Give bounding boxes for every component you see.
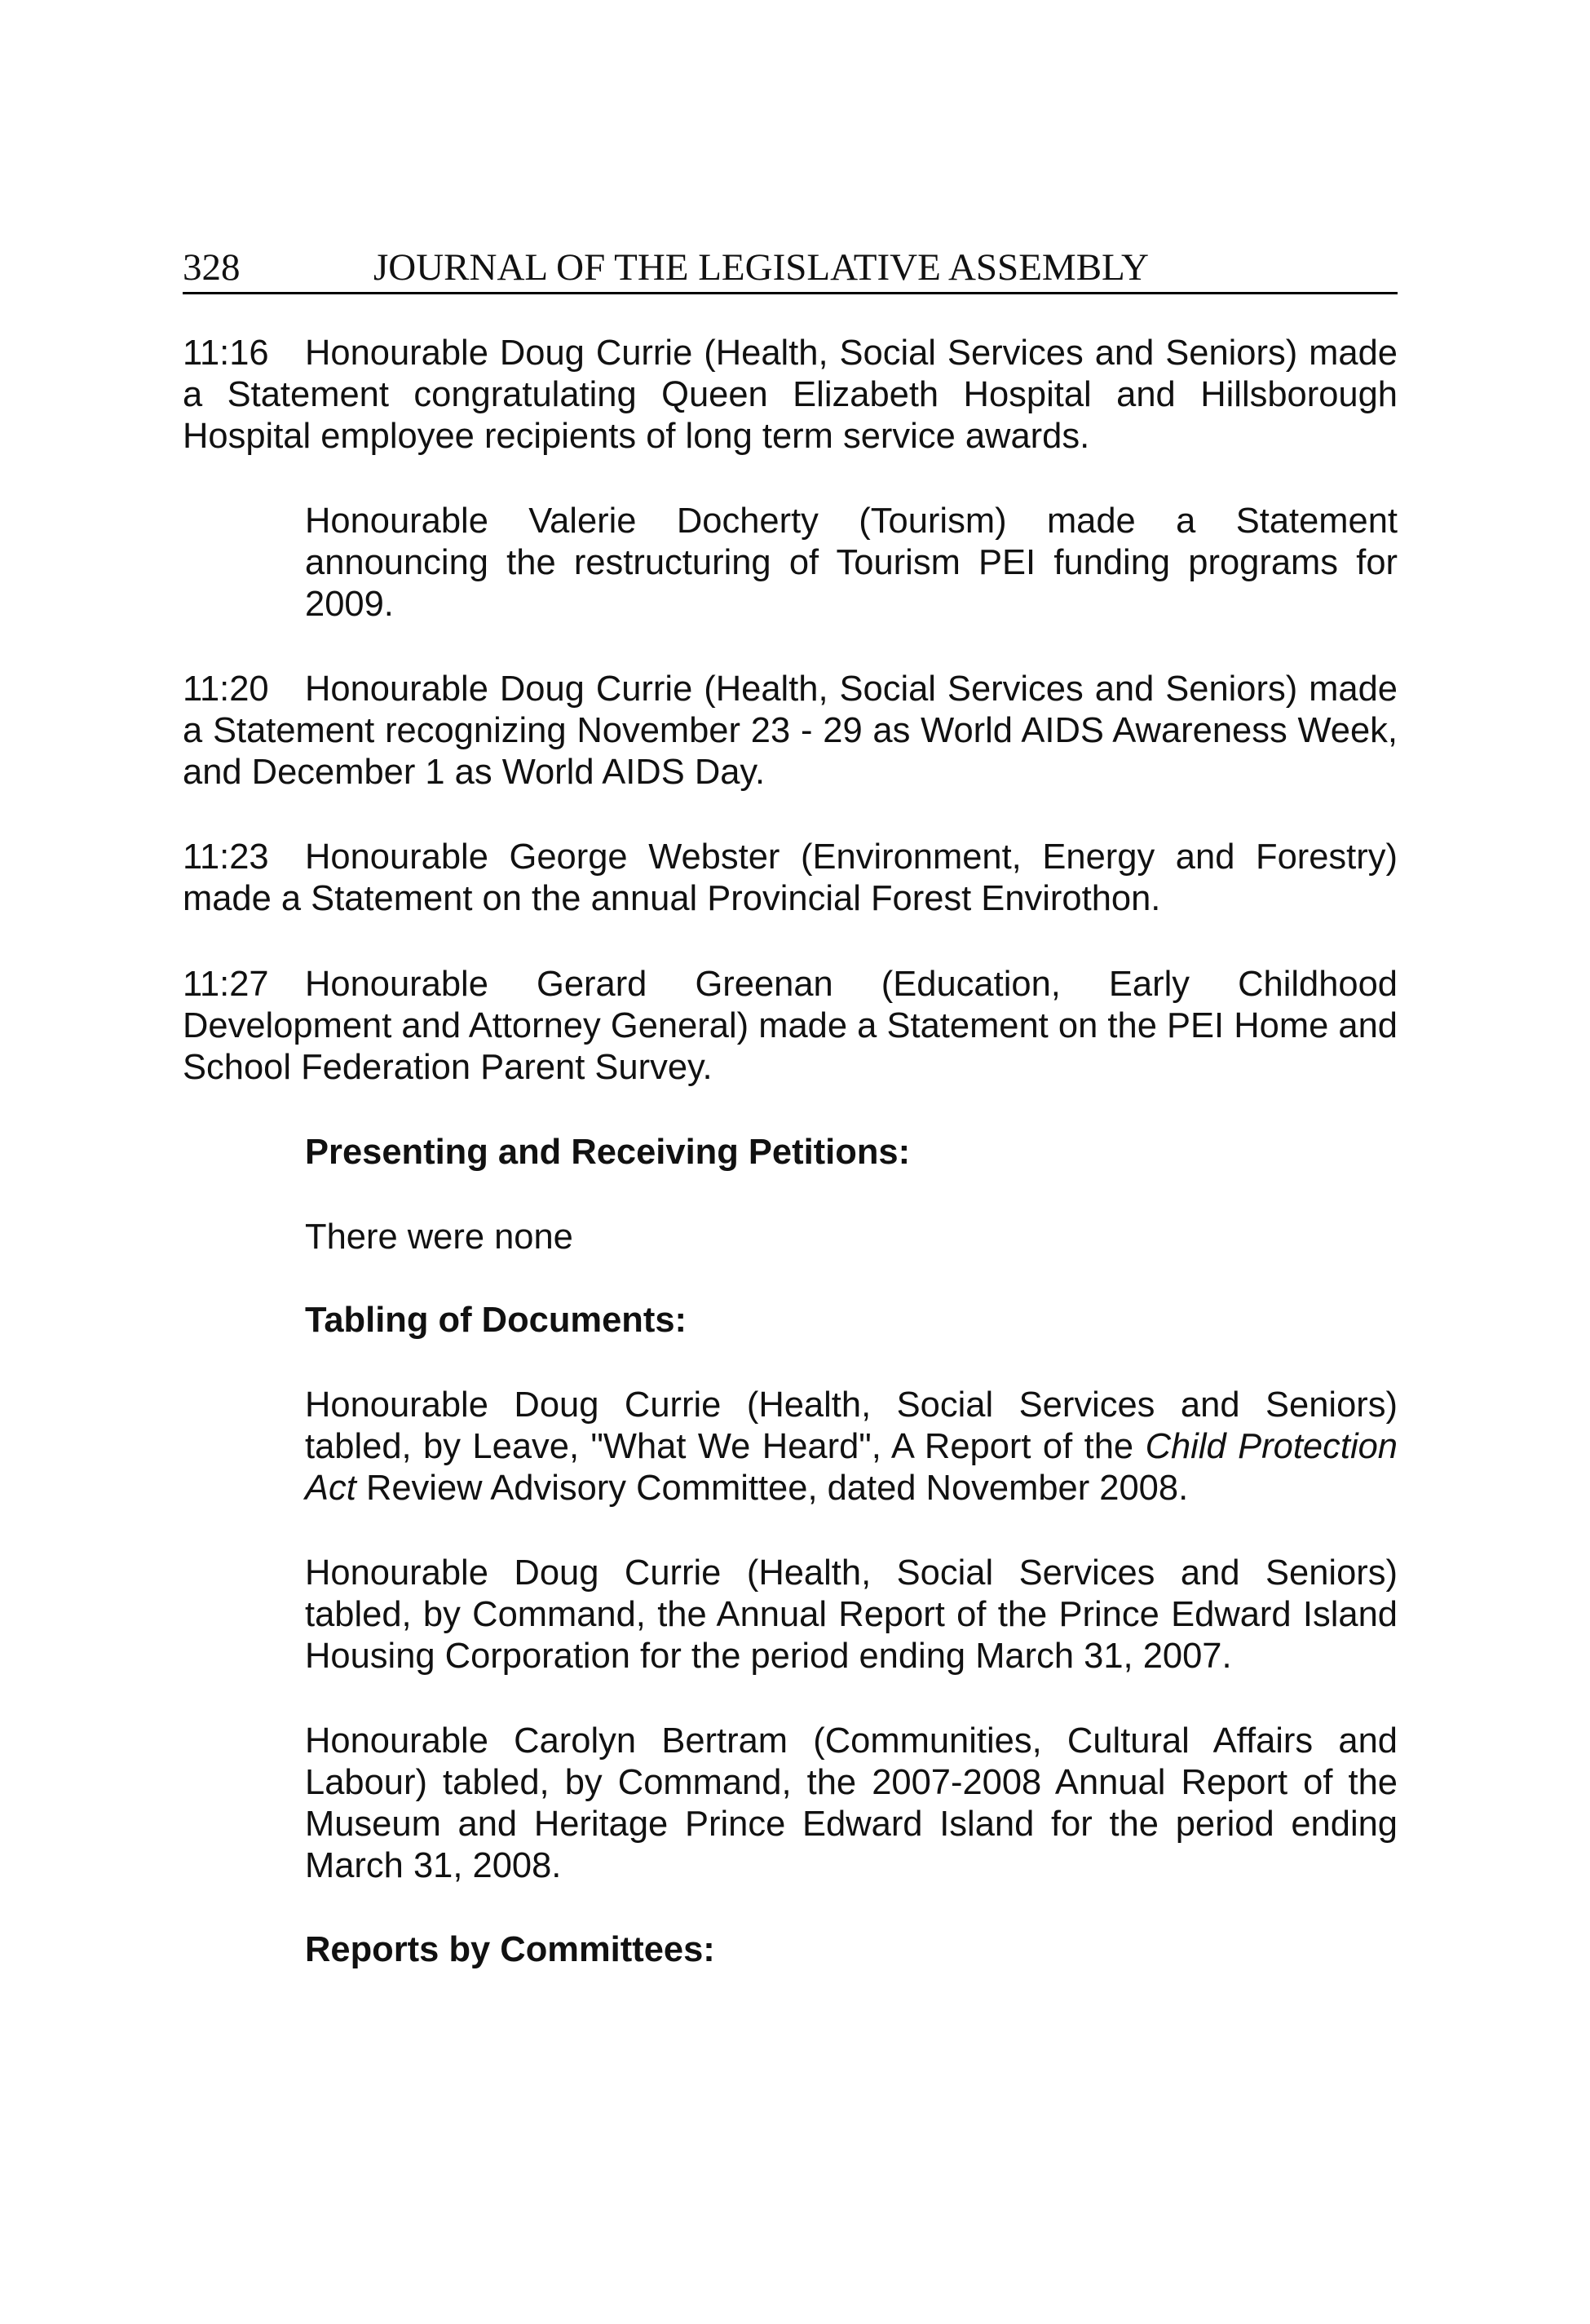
tabling-text: Honourable Doug Currie (Health, Social Services and Seniors) tabled, by Leave, "What We Heard", A Report of the — [305, 1385, 1398, 1466]
entry-text: Honourable Valerie Docherty (Tourism) made a Statement announcing the restructuring of Tourism PEI funding programs for 2009. — [305, 501, 1398, 624]
entry-1116 — [183, 333, 1398, 457]
entry-1127 — [183, 964, 1398, 1089]
entry-text: Honourable Doug Currie (Health, Social Services and Seniors) made a Statement congratulating Queen Elizabeth Hospital and Hillsborough Hospital employee recipients of long term service awards. — [183, 334, 1398, 456]
journal-title: JOURNAL OF THE LEGISLATIVE ASSEMBLY — [373, 246, 1149, 289]
page-header — [183, 243, 1398, 294]
tabling-document-1 — [305, 1385, 1398, 1509]
entry-docherty-statement — [305, 501, 1398, 625]
entry-text: Honourable Gerard Greenan (Education, Early Childhood Development and Attorney General) made a Statement on the PEI Home and School Federation Parent Survey. — [183, 965, 1398, 1087]
petitions-heading: Presenting and Receiving Petitions: — [305, 1133, 911, 1172]
entry-1123 — [183, 837, 1398, 920]
entry-time: 11:23 — [183, 837, 269, 877]
petitions-text: There were none — [305, 1217, 573, 1257]
committees-heading: Reports by Committees: — [305, 1930, 715, 1969]
entry-text: Honourable Doug Currie (Health, Social Services and Seniors) made a Statement recognizing November 23 - 29 as World AIDS Awareness Week, and December 1 as World AIDS Day. — [183, 669, 1398, 792]
entry-time: 11:20 — [183, 669, 269, 709]
entry-time: 11:16 — [183, 334, 269, 373]
entry-time: 11:27 — [183, 965, 269, 1004]
tabling-document-2: Honourable Doug Currie (Health, Social Services and Seniors) tabled, by Command, the Annual Report of the Prince Edward Island Housing Corporation for the period ending March 31, 2007. — [305, 1553, 1398, 1676]
entry-1120 — [183, 669, 1398, 793]
tabling-text: Review Advisory Committee, dated November 2008. — [356, 1469, 1189, 1508]
tabling-document-3: Honourable Carolyn Bertram (Communities, Cultural Affairs and Labour) tabled, by Command, the 2007-2008 Annual Report of the Museum and Heritage Prince Edward Island for the period ending March 31, 2008. — [305, 1721, 1398, 1885]
page-number: 328 — [183, 246, 241, 289]
entry-text: Honourable George Webster (Environment, Energy and Forestry) made a Statement on the annual Provincial Forest Envirothon. — [183, 837, 1398, 918]
tabling-heading: Tabling of Documents: — [305, 1301, 687, 1340]
act-title: Child Protection Act — [305, 1427, 1398, 1508]
